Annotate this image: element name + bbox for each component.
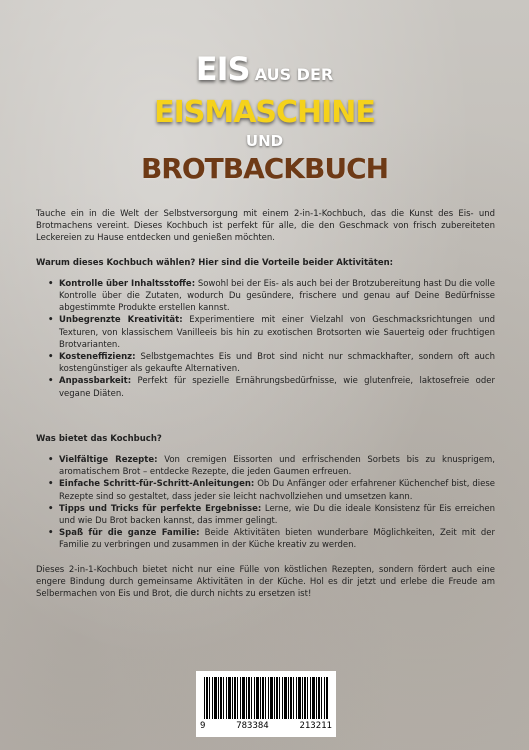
list-item <box>48 478 495 502</box>
list-item <box>48 351 495 375</box>
list-item-text: Beide Aktivitäten bieten wunderbare Möglichkeiten, Zeit mit der Familie zu verbringen und zusammen in der Küche kreativ zu werden. <box>59 528 495 551</box>
title-aus-der: AUS DER <box>254 65 334 84</box>
list-item-title: Tipps und Tricks für perfekte Ergebnisse: <box>59 503 262 514</box>
list-item-text: Ob Du Anfänger oder erfahrener Küchenchef bist, diese Rezepte sind so gestaltet, dass jeder sie leicht nachvollziehen und umsetzen kann. <box>59 479 495 502</box>
list-item-text: Sowohl bei der Eis- als auch bei der Brotzubereitung hast Du die volle Kontrolle über die Zutaten, wodurch Du gesündere, frischere und genau auf Deine Bedürfnisse abgestimmte Produkte erstellen kannst. <box>59 278 495 314</box>
list-item <box>48 527 495 551</box>
list-item-title: Anpassbarkeit: <box>59 376 132 387</box>
cover-title <box>0 52 529 186</box>
barcode-bars <box>204 677 328 719</box>
title-eismaschine: EISMASCHINE <box>154 95 375 130</box>
closing-paragraph: Dieses 2-in-1-Kochbuch bietet nicht nur eine Fülle von köstlichen Rezepten, sondern fördert auch eine engere Bindung durch gemeinsame Aktivitäten in der Küche. Hol es dir jetzt und erlebe die Freude am Selbermachen von Eis und Brot, die durch nichts zu ersetzen ist! <box>36 564 495 600</box>
list-item-title: Kosteneffizienz: <box>59 352 136 363</box>
bullet-icon: • <box>48 503 54 514</box>
bullet-icon: • <box>48 278 54 289</box>
list-item-title: Vielfältige Rezepte: <box>59 455 158 466</box>
isbn-barcode <box>196 671 336 737</box>
list-item-text: Selbstgemachtes Eis und Brot sind nicht nur schmackhafter, sondern oft auch kostengünstiger als gekaufte Alternativen. <box>59 352 495 375</box>
list-item-title: Unbegrenzte Kreativität: <box>59 315 183 326</box>
bullet-icon: • <box>48 352 54 363</box>
list-item-text: Lerne, wie Du die ideale Konsistenz für Eis erreichen und wie Du Brot backen kannst, das immer gelingt. <box>59 503 495 527</box>
barcode-digit-group: 9 <box>200 721 206 731</box>
bullet-icon: • <box>48 315 54 326</box>
bullet-icon: • <box>48 376 54 387</box>
list-item <box>48 454 495 478</box>
bullet-icon: • <box>48 455 54 466</box>
list-item-title: Einfache Schritt-für-Schritt-Anleitungen: <box>59 479 255 490</box>
list-item-title: Kontrolle über Inhaltsstoffe: <box>59 278 196 289</box>
barcode-digit-group: 783384 <box>236 721 269 731</box>
list-item <box>48 375 495 399</box>
benefits-list <box>36 278 495 400</box>
list-item-text: Experimentiere mit einer Vielzahl von Geschmacksrichtungen und Texturen, von klassischem Vanilleeis bis hin zu exotischen Brotsorten wie Sauerteig oder fruchtigen Brotvarianten. <box>59 315 495 350</box>
intro-paragraph: Tauche ein in die Welt der Selbstversorgung mit einem 2-in-1-Kochbuch, das die Kunst des Eis- und Brotmachens vereint. Dieses Kochbuch ist perfekt für alle, die den Geschmack von frisch zubereiteten Leckereien zu Hause entdecken und genießen möchten. <box>36 209 495 244</box>
list-item-text: Von cremigen Eissorten und erfrischenden Sorbets bis zu knusprigem, aromatischem Brot – entdecke Rezepte, die jeden Gaumen erfreuen. <box>59 455 495 478</box>
title-brotbackbuch: BROTBACKBUCH <box>140 152 389 185</box>
list-item-text: Perfekt für spezielle Ernährungsbedürfnisse, wie glutenfreie, laktosefreie oder vegane Diäten. <box>59 376 495 399</box>
title-line-1 <box>0 52 529 92</box>
blurb-text <box>36 208 495 600</box>
contents-list <box>36 454 495 552</box>
list-item <box>48 314 495 351</box>
section-heading-benefits: Warum dieses Kochbuch wählen? Hier sind die Vorteile beider Aktivitäten: <box>36 257 394 268</box>
bullet-icon: • <box>48 528 54 539</box>
section-heading-contents: Was bietet das Kochbuch? <box>36 433 162 444</box>
bullet-icon: • <box>48 479 54 490</box>
title-eis: EIS <box>195 50 250 88</box>
list-item-title: Spaß für die ganze Familie: <box>59 528 200 539</box>
list-item <box>48 278 495 315</box>
barcode-digit-group: 213211 <box>299 721 332 731</box>
list-item <box>48 503 495 527</box>
title-und: UND <box>245 132 284 150</box>
barcode-digits <box>200 721 332 731</box>
